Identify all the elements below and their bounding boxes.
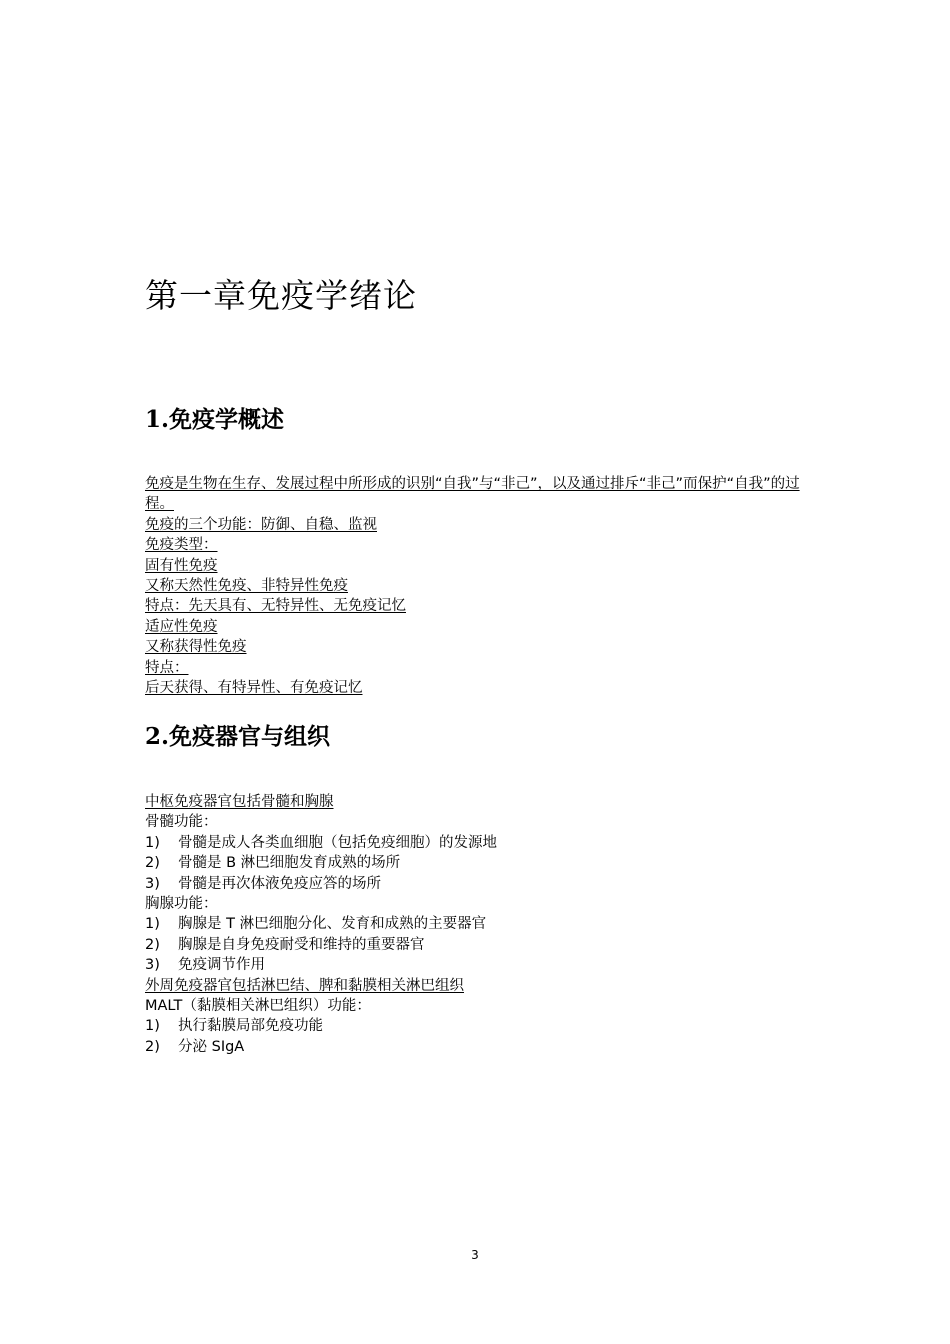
list-item xyxy=(145,914,815,934)
list-number: 1) xyxy=(145,916,160,933)
overview-line: 固有性免疫 xyxy=(145,557,218,574)
list-text: 骨髓是 B 淋巴细胞发育成熟的场所 xyxy=(178,855,401,872)
section-heading-organs: 2.免疫器官与组织 xyxy=(145,723,331,750)
list-item xyxy=(145,955,815,975)
central-organs-line: 中枢免疫器官包括骨髓和胸腺 xyxy=(145,794,334,810)
list-text: 分泌 SIgA xyxy=(178,1038,245,1055)
overview-line: 又称获得性免疫 xyxy=(145,639,247,656)
list-item xyxy=(145,935,815,955)
list-text: 胸腺是自身免疫耐受和维持的重要器官 xyxy=(178,936,425,953)
section-heading-overview: 1.免疫学概述 xyxy=(145,406,285,433)
thymus-label: 胸腺功能： xyxy=(145,896,218,913)
section-overview-body xyxy=(145,474,815,698)
bone-marrow-label: 骨髓功能： xyxy=(145,814,218,831)
section-organs-body xyxy=(145,792,815,1057)
overview-line: 免疫的三个功能：防御、自稳、监视 xyxy=(145,516,377,533)
list-text: 骨髓是再次体液免疫应答的场所 xyxy=(178,875,381,892)
list-item xyxy=(145,1016,815,1036)
overview-line: 特点： xyxy=(145,659,189,676)
list-number: 1) xyxy=(145,1018,160,1035)
list-item xyxy=(145,853,815,873)
overview-line: 后天获得、有特异性、有免疫记忆 xyxy=(145,680,363,697)
list-text: 执行黏膜局部免疫功能 xyxy=(178,1018,323,1035)
overview-line: 又称天然性免疫、非特异性免疫 xyxy=(145,578,348,595)
malt-label: MALT（黏膜相关淋巴组织）功能： xyxy=(145,998,371,1015)
list-text: 免疫调节作用 xyxy=(178,957,265,974)
list-item xyxy=(145,1037,815,1057)
immunity-definition: 免疫是生物在生存、发展过程中所形成的识别“自我”与“非己”，以及通过排斥“非己”而保护“自我”的过程。 xyxy=(145,476,800,513)
page-number: 3 xyxy=(471,1248,479,1262)
overview-line: 特点：先天具有、无特异性、无免疫记忆 xyxy=(145,598,406,615)
list-text: 骨髓是成人各类血细胞（包括免疫细胞）的发源地 xyxy=(178,834,497,851)
list-number: 1) xyxy=(145,834,160,851)
list-number: 2) xyxy=(145,1038,160,1055)
list-item xyxy=(145,833,815,853)
overview-line: 适应性免疫 xyxy=(145,618,218,635)
list-number: 3) xyxy=(145,957,160,974)
list-number: 2) xyxy=(145,936,160,953)
peripheral-organs-line: 外周免疫器官包括淋巴结、脾和黏膜相关淋巴组织 xyxy=(145,977,464,994)
list-item xyxy=(145,874,815,894)
chapter-title: 第一章免疫学绪论 xyxy=(145,276,417,315)
list-text: 胸腺是 T 淋巴细胞分化、发育和成熟的主要器官 xyxy=(178,916,487,933)
list-number: 2) xyxy=(145,855,160,872)
list-number: 3) xyxy=(145,875,160,892)
overview-line: 免疫类型： xyxy=(145,537,218,554)
